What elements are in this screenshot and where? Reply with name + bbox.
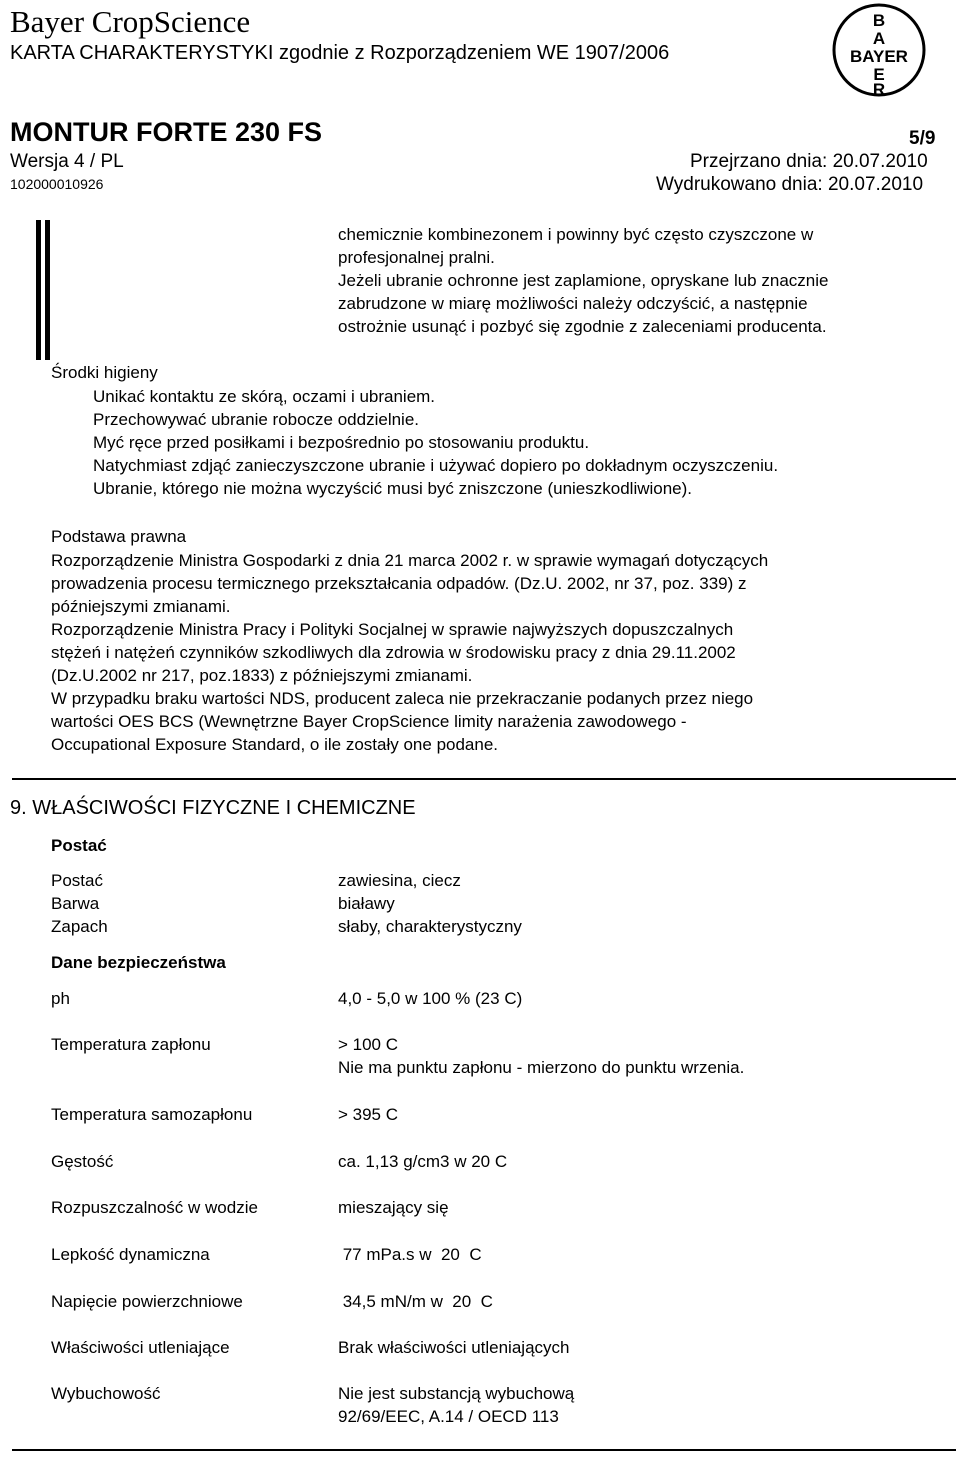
reviewed-date: Przejrzano dnia: 20.07.2010	[690, 151, 928, 172]
property-value: zawiesina, ciecz	[338, 871, 461, 890]
property-value: słaby, charakterystyczny	[338, 917, 522, 936]
svg-text:BAYER: BAYER	[850, 47, 908, 66]
property-label: Postać	[51, 871, 103, 890]
property-label: Rozpuszczalność w wodzie	[51, 1198, 258, 1217]
text-line: Myć ręce przed posiłkami i bezpośrednio po stosowaniu produktu.	[93, 433, 590, 452]
property-value: > 395 C	[338, 1105, 399, 1124]
property-label: Napięcie powierzchniowe	[51, 1292, 243, 1311]
property-value: Nie jest substancją wybuchową	[338, 1384, 575, 1403]
text-line: stężeń i natężeń czynników szkodliwych dla zdrowia w środowisku pracy z dnia 29.11.2002	[51, 643, 736, 662]
property-label: ph	[51, 989, 70, 1008]
property-value: mieszający się	[338, 1198, 449, 1217]
text-line: ostrożnie usunąć i pozbyć się zgodnie z zaleceniami producenta.	[338, 317, 827, 336]
text-line: wartości OES BCS (Wewnętrzne Bayer CropScience limity narażenia zawodowego -	[51, 712, 687, 731]
text-line: W przypadku braku wartości NDS, producent zaleca nie przekraczanie podanych przez niego	[51, 689, 754, 708]
page-number: 5/9	[909, 128, 936, 149]
svg-text:A: A	[872, 29, 886, 48]
printed-date: Wydrukowano dnia: 20.07.2010	[656, 174, 924, 195]
text-line: Ubranie, którego nie można wyczyścić musi być zniszczone (unieszkodliwione).	[93, 479, 693, 498]
text-line: Rozporządzenie Ministra Pracy i Polityki Socjalnej w sprawie najwyższych dopuszczalnych	[51, 620, 734, 639]
bayer-logo	[832, 3, 926, 97]
text-line: Rozporządzenie Ministra Gospodarki z dnia 21 marca 2002 r. w sprawie wymagań dotyczących	[51, 551, 769, 570]
version: Wersja 4 / PL	[10, 151, 124, 172]
document-regulation: zgodnie z Rozporządzeniem WE 1907/2006	[278, 42, 670, 64]
property-value-note: 92/69/EEC, A.14 / OECD 113	[338, 1407, 559, 1426]
property-value: 4,0 - 5,0 w 100 % (23 C)	[338, 989, 523, 1008]
text-line: Natychmiast zdjąć zanieczyszczone ubranie i używać dopiero po dokładnym oczyszczeniu.	[93, 456, 779, 475]
svg-text:E: E	[873, 65, 885, 84]
property-label: Barwa	[51, 894, 100, 913]
text-line: chemicznie kombinezonem i powinny być często czyszczone w	[338, 225, 814, 244]
property-label: Zapach	[51, 917, 108, 936]
text-line: Jeżeli ubranie ochronne jest zaplamione, opryskane lub znacznie	[338, 271, 829, 290]
text-line: prowadzenia procesu termicznego przekształcania odpadów. (Dz.U. 2002, nr 37, poz. 339) z	[51, 574, 747, 593]
property-label: Lepkość dynamiczna	[51, 1245, 210, 1264]
property-value-note: Nie ma punktu zapłonu - mierzono do punktu wrzenia.	[338, 1058, 745, 1077]
property-label: Właściwości utleniające	[51, 1338, 230, 1357]
property-label: Temperatura zapłonu	[51, 1035, 211, 1054]
svg-text:B: B	[872, 11, 886, 30]
text-line: Przechowywać ubranie robocze oddzielnie.	[93, 410, 420, 429]
property-value: Brak właściwości utleniających	[338, 1338, 570, 1357]
section-title: 9. WŁAŚCIWOŚCI FIZYCZNE I CHEMICZNE	[10, 797, 416, 819]
brand-name: Bayer CropScience	[10, 4, 251, 39]
document-title: KARTA CHARAKTERYSTYKI	[10, 42, 274, 64]
property-label: Wybuchowość	[51, 1384, 161, 1403]
property-value: 34,5 mN/m w 20 C	[338, 1292, 493, 1311]
svg-text:R: R	[872, 80, 886, 97]
text-line: profesjonalnej pralni.	[338, 248, 495, 267]
text-line: (Dz.U.2002 nr 217, poz.1833) z późniejszymi zmianami.	[51, 666, 473, 685]
footer-divider	[12, 1449, 956, 1451]
revision-bar	[36, 220, 41, 360]
property-value: > 100 C	[338, 1035, 399, 1054]
text-line: zabrudzone w miarę możliwości należy odczyścić, a następnie	[338, 294, 808, 313]
document-title-line	[10, 42, 669, 65]
text-line: Occupational Exposure Standard, o ile zostały one podane.	[51, 735, 499, 754]
revision-bar	[45, 220, 50, 360]
property-label: Gęstość	[51, 1152, 114, 1171]
subheading-form: Postać	[51, 836, 107, 855]
section-divider	[12, 778, 956, 780]
property-label: Temperatura samozapłonu	[51, 1105, 253, 1124]
document-number: 102000010926	[10, 176, 104, 192]
property-value: białawy	[338, 894, 395, 913]
hygiene-heading: Środki higieny	[51, 363, 158, 382]
product-name: MONTUR FORTE 230 FS	[10, 117, 323, 147]
property-value: 77 mPa.s w 20 C	[338, 1245, 482, 1264]
property-value: ca. 1,13 g/cm3 w 20 C	[338, 1152, 508, 1171]
text-line: późniejszymi zmianami.	[51, 597, 231, 616]
legal-heading: Podstawa prawna	[51, 527, 187, 546]
text-line: Unikać kontaktu ze skórą, oczami i ubraniem.	[93, 387, 436, 406]
subheading-safety: Dane bezpieczeństwa	[51, 953, 226, 972]
